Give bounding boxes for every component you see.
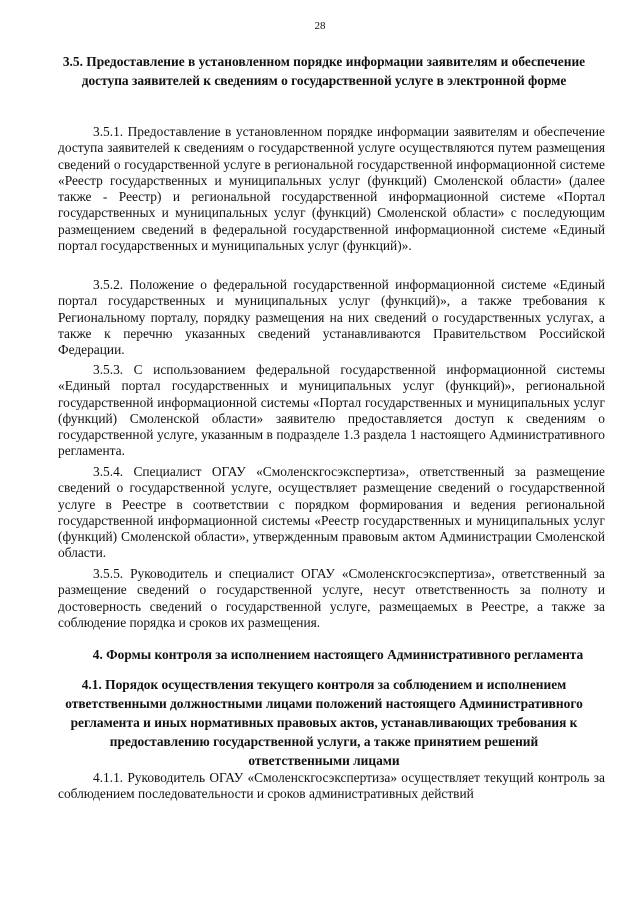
- section-3-5-title: 3.5. Предоставление в установленном порядке информации заявителям и обеспечение доступа заявителей к сведениям о государственной услуге в электронной форме: [62, 54, 586, 88]
- page-number: 28: [314, 20, 326, 32]
- section-4-1-title: 4.1. Порядок осуществления текущего контроля за соблюдением и исполнением ответственными должностными лицами положений настоящего Административного регламента и иных нормативных правовых актов, устанавливающих требования к предоставлению государственной услуги, а также принятием решений ответственными лицами: [65, 677, 583, 768]
- paragraph-3-5-3: 3.5.3. С использованием федеральной государственной информационной системы «Единый портал государственных и муниципальных услуг (функций)», региональной государственной информационной системы «Портал государственных и муниципальных услуг (функций) Смоленской области» заявителю предоставляется доступ к сведениям о государственной услуге, указанным в подразделе 1.3 раздела 1 настоящего Административного регламента.: [58, 362, 605, 459]
- paragraph-3-5-4: 3.5.4. Специалист ОГАУ «Смоленскгосэкспертиза», ответственный за размещение сведений о государственной услуге, осуществляет размещение сведений о государственной услуге в Реестре в соответствии с порядком формирования и ведения региональной государственной информационной системы «Реестр государственных и муниципальных услуг (функций) Смоленской области», утвержденным правовым актом Администрации Смоленской области.: [58, 464, 605, 561]
- paragraph-3-5-5: 3.5.5. Руководитель и специалист ОГАУ «Смоленскгосэкспертиза», ответственный за размещение сведений о государственной услуге, несут ответственность за полноту и достоверность сведений о государственной услуге, размещаемых в Реестре, а также за соблюдение порядка и сроков их размещения.: [58, 566, 605, 630]
- paragraph-3-5-1: 3.5.1. Предоставление в установленном порядке информации заявителям и обеспечение доступа заявителей к сведениям о государственной услуге осуществляются путем размещения сведений о государственной услуге в региональной государственной информационной системе «Реестр государственных и муниципальных услуг (функций) Смоленской области» (далее также - Реестр) и региональной государственной информационной системе «Портал государственных и муниципальных услуг (функций) Смоленской области» с последующим размещением сведений в федеральной государственной информационной системе «Единый портал государственных и муниципальных услуг (функций)».: [58, 124, 605, 254]
- section-4-title: 4. Формы контроля за исполнением настоящего Административного регламента: [92, 647, 584, 662]
- paragraph-3-5-2: 3.5.2. Положение о федеральной государственной информационной системе «Единый портал государственных и муниципальных услуг (функций)», а также требования к Региональному порталу, порядку размещения на них сведений о государственных услугах, а также к перечню указанных сведений устанавливаются Правительством Российской Федерации.: [58, 277, 605, 358]
- paragraph-4-1-1: 4.1.1. Руководитель ОГАУ «Смоленскгосэкспертиза» осуществляет текущий контроль за соблюдением последовательности и сроков административных действий: [58, 770, 605, 802]
